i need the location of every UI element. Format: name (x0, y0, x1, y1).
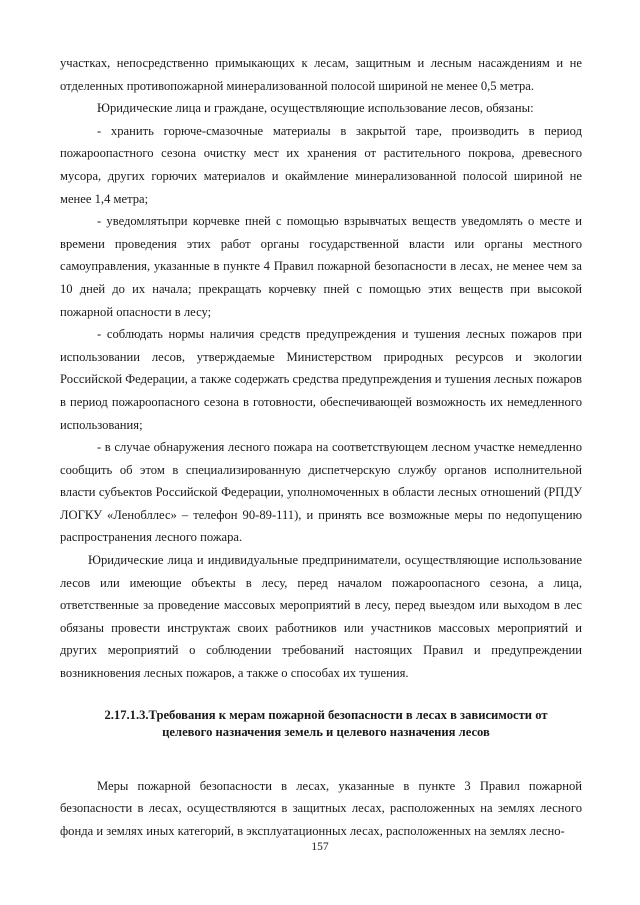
list-item-equipment-norms: - соблюдать нормы наличия средств предупреждения и тушения лесных пожаров при использовании лесов, утверждаемые Министерством природных ресурсов и экологии Российской Федерации, а также содержать средства предупреждения и тушения лесных пожаров в период пожароопасного сезона в готовности, обеспечивающей возможность их немедленного использования; (60, 327, 582, 432)
page-number: 157 (311, 841, 329, 853)
list-item-fire-report: - в случае обнаружения лесного пожара на соответствующем лесном участке немедленно сообщить об этом в специализированную диспетчерскую службу органов исполнительной власти субъектов Российской Федерации, уполномоченных в области лесных отношений (РПДУ ЛОГКУ «Ленобллес» – телефон 90-89-111), и принять все возможные меры по недопущению распространения лесного пожара. (60, 440, 582, 545)
paragraph-briefing: Юридические лица и индивидуальные предприниматели, осуществляющие использование лесов или имеющие объекты в лесу, перед началом пожароопасного сезона, а лица, ответственные за проведение массовых мероприятий в лесу, перед выездом или выходом в лес обязаны провести инструктаж своих работников или участников массовых мероприятий и других мероприятий о соблюдении требований настоящих Правил и предупреждении возникновения лесных пожаров, а также о способах их тушения. (60, 553, 582, 681)
paragraph-obligations-intro: Юридические лица и граждане, осуществляющие использование лесов, обязаны: (97, 101, 534, 116)
section-body (60, 775, 582, 843)
paragraph-continuation: участках, непосредственно примыкающих к лесам, защитным и лесным насаждениям и не отделенных противопожарной минерализованной полосой шириной не менее 0,5 метра. (60, 56, 582, 93)
paragraph-section-text: Меры пожарной безопасности в лесах, указанные в пункте 3 Правил пожарной безопасности в лесах, осуществляются в защитных лесах, расположенных на землях лесного фонда и землях иных категорий, в эксплуатационных лесах, расположенных на землях лесно- (60, 778, 582, 838)
list-item-storage: - хранить горюче-смазочные материалы в закрытой таре, производить в период пожароопастного сезона очистку мест их хранения от растительного покрова, древесного мусора, других горючих материалов и окаймление минерализованной полосой шириной не менее 1,4 метра; (60, 123, 582, 206)
list-item-stump-removal: - уведомлятьпри корчевке пней с помощью взрывчатых веществ уведомлять о месте и времени проведения этих работ органы государственной власти или органы местного самоуправления, указанные в пункте 4 Правил пожарной безопасности в лесах, не менее чем за 10 дней до их начала; прекращать корчевку пней с помощью этих веществ при высокой пожарной опасности в лесу; (60, 214, 582, 319)
document-page (60, 52, 582, 842)
section-heading: 2.17.1.3.Требования к мерам пожарной безопасности в лесах в зависимости от целевого назначения земель и целевого назначения лесов (104, 707, 548, 739)
